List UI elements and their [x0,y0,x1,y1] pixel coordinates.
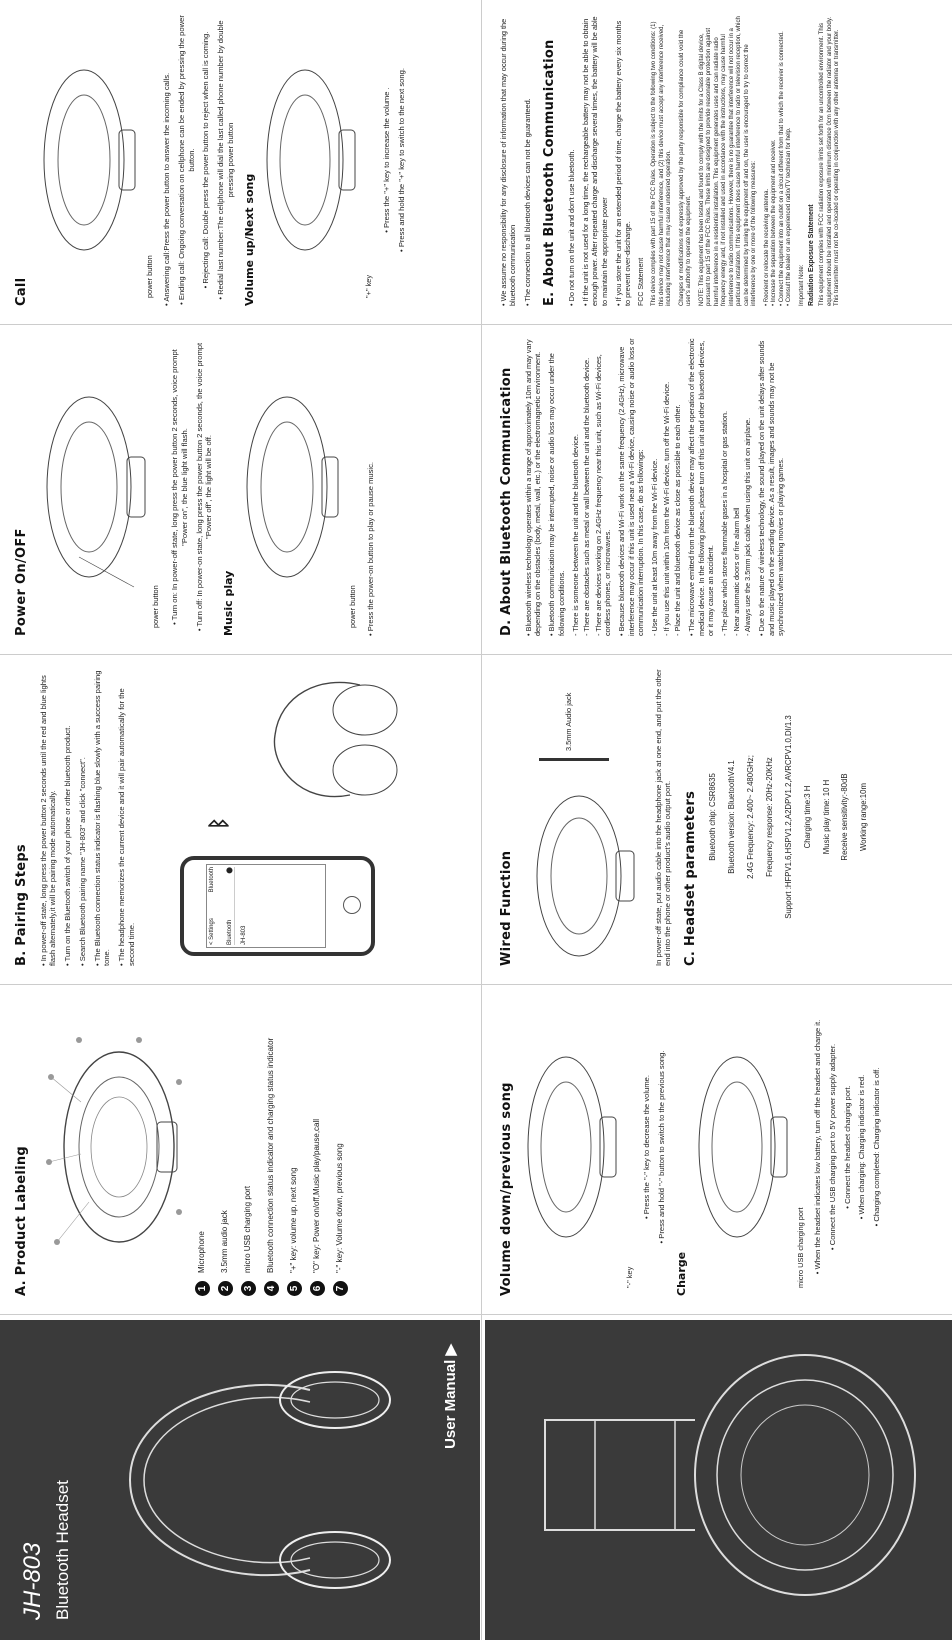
power-button-callout: power button [144,255,154,298]
earcup-side-diagram [39,377,149,597]
list-item: 3 micro USB charging port [241,998,256,1296]
audio-cable-icon [539,758,609,761]
section-title: Call [14,277,29,306]
paragraph: • Reorient or relocate the receiving antenna. [763,188,770,306]
section-title: Power On/OFF [14,528,29,636]
power-panel [0,324,480,650]
volume-instruction: • Press the "+" key to increase the volume . [381,87,391,233]
section-title: Charge [674,1251,688,1296]
plus-key-callout: "+" key [364,274,374,298]
earcup-side-diagram [524,1037,619,1257]
pairing-step: • The headphone memorizes the current device and it will pair automatically for the second time. [116,688,136,966]
model-name: JH-803 [19,1542,46,1620]
charge-instruction: • Charging completed: Charging indicator is off. [871,1067,881,1227]
earcup-side-diagram [242,377,342,597]
paragraph: • Do not turn on the unit and don't use bluetooth. [566,149,576,306]
pairing-step: • The Bluetooth connection status indicator is flashing blue slowly with a success pairing tone. [92,670,112,966]
call-instruction: • Rejecting call: Double press the power button to reject when call is coming. [201,31,211,289]
call-instruction: • Answering call:Press the power button to answer the incoming calls. [162,72,172,306]
list-item: 5 "+" key: volume up, next song [287,998,302,1296]
column-divider [0,984,952,985]
audio-jack-callout: 3.5mm Audio jack [563,692,573,751]
power-button-callout: power button [150,585,160,628]
earcup-side-diagram [263,50,358,270]
pairing-panel [0,654,480,980]
paragraph: This device complies with part 15 of the FCC Rules. Operation is subject to the following two conditions: (1) this device may not cause harmful interference, and (2) this device must accept any interference received, including interference that may cause undesired operation. [651,21,673,306]
volume-instruction: • Press the "-" key to decrease the volume. [642,1075,652,1219]
charge-instruction: • When the headset indicates low battery, turn off the headset and charge it. [813,1019,823,1275]
paragraph: • Connect the equipment into an outlet on a circuit different from that to which the receiver is connected. [778,31,785,306]
earcup-side-diagram [695,1037,790,1257]
product-subtitle: Bluetooth Headset [53,1480,72,1620]
parameter: Receive sensitivity:-80dB [840,773,850,861]
list-item: 7 "-" key: Volume down, previous song [333,998,348,1296]
wired-figure [524,668,654,966]
fcc-panel [485,0,952,320]
section-title: Volume down/previous song [499,1082,514,1296]
paragraph: • We assume no responsibility for any disclosure of information that may occur during the bluetooth communication [499,18,518,306]
toggle-icon: ⬤ [226,867,233,874]
about-bluetooth-panel [485,324,952,650]
phone-screen-header: < Settings Bluetooth [209,867,215,945]
paragraph: - Near automatic doors or fire alarm bell [731,507,741,636]
paragraph: - Always use the 3.5mm jack cable when using this unit on airplane. [742,417,752,636]
earcup-side-diagram [524,786,644,966]
paragraph: • If you store the unit for an extended period of time, charge the battery every six months to prevent over-discharge. [613,20,633,306]
section-title: D. About Bluetooth Communication [499,367,514,636]
charge-instruction: • When charging: Charging indicator is red. [857,1074,867,1220]
row-divider [481,0,482,1640]
home-button [343,896,361,914]
paragraph: • Bluetooth wireless technology operates within a range of approximately 10m and may vary depending on the obstacles (body, metal, wall, etc.) or the electromagnetic environment. [523,339,542,636]
user-manual-label: User Manual ▶ [441,1344,459,1449]
device-row: JH-803 [241,925,248,945]
section-title: Music play [221,570,235,636]
folded-headphone-illustration [260,665,410,815]
fcc-heading: FCC Statement [637,257,645,306]
paragraph: NOTE: This equipment has been tested and found to comply with the limits for a Class B digital device, pursuant to part 15 of the FCC Rules. These limits are designed to provide reasonable protection against harmful interference in a residential installation. This equipment generates uses and can radiate radio frequency energy and, if not installed and used in accordance with the instructions, may cause harmful interference to radio communications. However, there is no guarantee that interference will not occur in a particular installation. If this equipment does cause harmful interference to radio or television reception, which can be determined by turning the equipment off and on, the user is encouraged to try to correct the interference by one or more of the following measures: [698,16,758,306]
product-labeling-panel [0,984,480,1310]
section-title: Volume up/Next song [243,173,257,306]
paragraph: This equipment complies with FCC radiation exposure limits set forth for an uncontrolled environment. This equipment should be installed and operated with minimum distance 0cm between the radiator and your body. This transmitter must not be co-located or operating in conjunction with any other antenna or transmitter. [819,16,841,306]
parameter: 2.4G Frequency: 2.400~ 2.480GHz; [745,755,755,879]
paragraph: • Increase the separation between the equipment and receiver. [771,139,778,306]
paragraph: Important Note: [798,264,805,306]
charge-instruction: • Connect the USB charging port to 5V power supply adapter. [827,1043,837,1251]
earcup-diagram [39,1022,189,1272]
fcc-heading: Radiation Exposure Statement [808,204,816,306]
pairing-step: • Turn on the Bluetooth switch of your phone or other bluetooth product. [63,725,73,966]
paragraph: • The microwave emitted from the bluetooth device may affect the operation of the electronic medical device. In the following places, please turn off this unit and other bluetooth devices, or it may cause an accident. [687,338,715,636]
parameter: Bluetooth version: BluetoothV4.1 [726,760,736,874]
paragraph: - If you use this unit within 10m from the Wi-Fi device, turn off the Wi-Fi device. [661,381,671,636]
headphone-outline-illustration [505,1335,935,1625]
power-instruction: • Turn on: In power-off state, long press the power button 2 seconds, voice prompt "Power on", the blue light will flash. [170,349,189,625]
usb-port-callout: micro USB charging port [795,1207,805,1288]
earcup-side-diagram [39,50,139,270]
paragraph: - There are obstacles such as metal or wall between the unit and the bluetooth device. [582,357,592,636]
column-divider [0,654,952,655]
pairing-step: • Search Bluetooth pairing name "JH-803" and click "connect". [77,757,87,966]
music-instruction: • Press the power-on button to play or pause music. [365,461,375,636]
bluetooth-toggle-row: Bluetooth ⬤ [227,867,236,945]
paragraph: Changes or modifications not expressly approved by the party responsible for compliance could void the user's authority to operate the equipment. [678,29,693,306]
fcc-statement [638,14,842,306]
list-item: 4 Bluetooth connection status indicator and charging status indicator [264,998,279,1296]
phone-screen [206,864,326,948]
section-title: B. Pairing Steps [14,844,29,966]
power-button-callout: power button [348,585,358,628]
paragraph: • Due to the nature of wireless technology, the sound played on the unit delays after sounds and music played on the sending device. As a result, images and sounds may not be synchronized when watching movies or playing games. [757,340,785,636]
parameter: Working range:10m [859,783,869,851]
call-instruction: • Ending call: Ongoing conversation on cellphone can be ended by pressing the power button. [176,15,196,305]
pairing-step: • In power-off state, long press the power button 2 seconds until the red and blue lights flash alternately,it will be pairing mode automatically. [38,675,58,966]
section-title: A. Product Labeling [14,1146,29,1296]
paragraph: - There is someone between the unit and the bluetooth device. [570,434,580,636]
paragraph: • The connection to all bluetooth devices can not be guaranteed. [522,98,532,306]
paragraph: • Consult the dealer or an experienced radio/TV technician for help. [786,127,793,306]
minus-key-callout: "-" key [624,1266,634,1288]
paragraph: • Because bluetooth devices and Wi-Fi work on the same frequency (2.4GHz), microwave interference may occur if this unit is used near a Wi-Fi device, causing noise or audio loss or communication interruption. In this case, do as followings: [617,338,645,636]
power-instruction: • Turn off: In power-on state, long press the power button 2 seconds, the voice prompt "Power off", the light will be off. [194,342,214,632]
wired-instruction: In power-off state, put audio cable into the headphone jack at one end, and put the other end into the phone or other product's audio output port. [653,669,673,966]
bluetooth-icon: ᛒ [206,816,231,830]
paragraph: - Place the unit and bluetooth device as close as possible to each other. [672,404,682,636]
volume-instruction: • Press and hold "-" button to switch to the previous song. [656,1050,666,1244]
section-title: E. About Bluetooth Communication [541,39,557,306]
parameters-list [708,668,870,966]
section-title: Wired Function [499,850,514,966]
label-list [195,998,348,1296]
paragraph: - Use the unit at least 10m away from the Wi-Fi device. [650,458,660,636]
call-panel [0,0,480,320]
parameter: Music play time: 10 H [821,779,831,855]
paragraph: - There are devices working on 2.4GHz frequency near this unit, such as Wi-Fi devices, cordless phones, or microwaves. [593,354,612,636]
paragraph: • Bluetooth communication may be interrupted, noise or audio loss may occur under the following conditions. [547,353,566,636]
list-item: 6 "O" key: Power on/off,Music play/pause,call [310,998,325,1296]
paragraph: - The place which stores flammable gases in a hospital or gas station. [720,411,730,636]
charge-instruction: • Connect the headset charging port. [842,1085,852,1209]
list-item: 2 3.5mm audio jack [218,998,233,1296]
phone-illustration [180,856,375,956]
cover-panel [0,1320,480,1640]
call-instruction: • Redial last number:The cellphone will dial the last called phone number by double pressing power button [215,20,235,300]
column-divider [0,324,952,325]
volume-down-panel [485,984,952,1310]
back-cover-panel [485,1320,952,1640]
parameter: Bluetooth chip: CSR8635 [707,773,717,861]
column-divider [0,1314,952,1315]
volume-instruction: • Press and hold the "+" key to switch to the next song. [396,68,406,252]
wired-panel [485,654,952,980]
parameter: Charging time:3 H [802,785,812,849]
paragraph: • If the unit is not used for a long time, the rechargeable battery may not be able to obtain enough power. After repeated charge and discharge several times, the battery will be able to maintain the appropriate power [580,16,609,306]
parameter: Frequency response: 20Hz-20KHz [764,757,774,877]
headphone-outline-illustration [110,1350,400,1610]
list-item: 1 Microphone [195,998,210,1296]
section-title: C. Headset parameters [683,790,699,966]
parameter: Support :HFPV1.6,HSPV1.2,A2DPV1.2,AVRCPV1.0,DI/1.3 [783,715,793,919]
play-arrow-icon: ▶ [441,1344,459,1356]
